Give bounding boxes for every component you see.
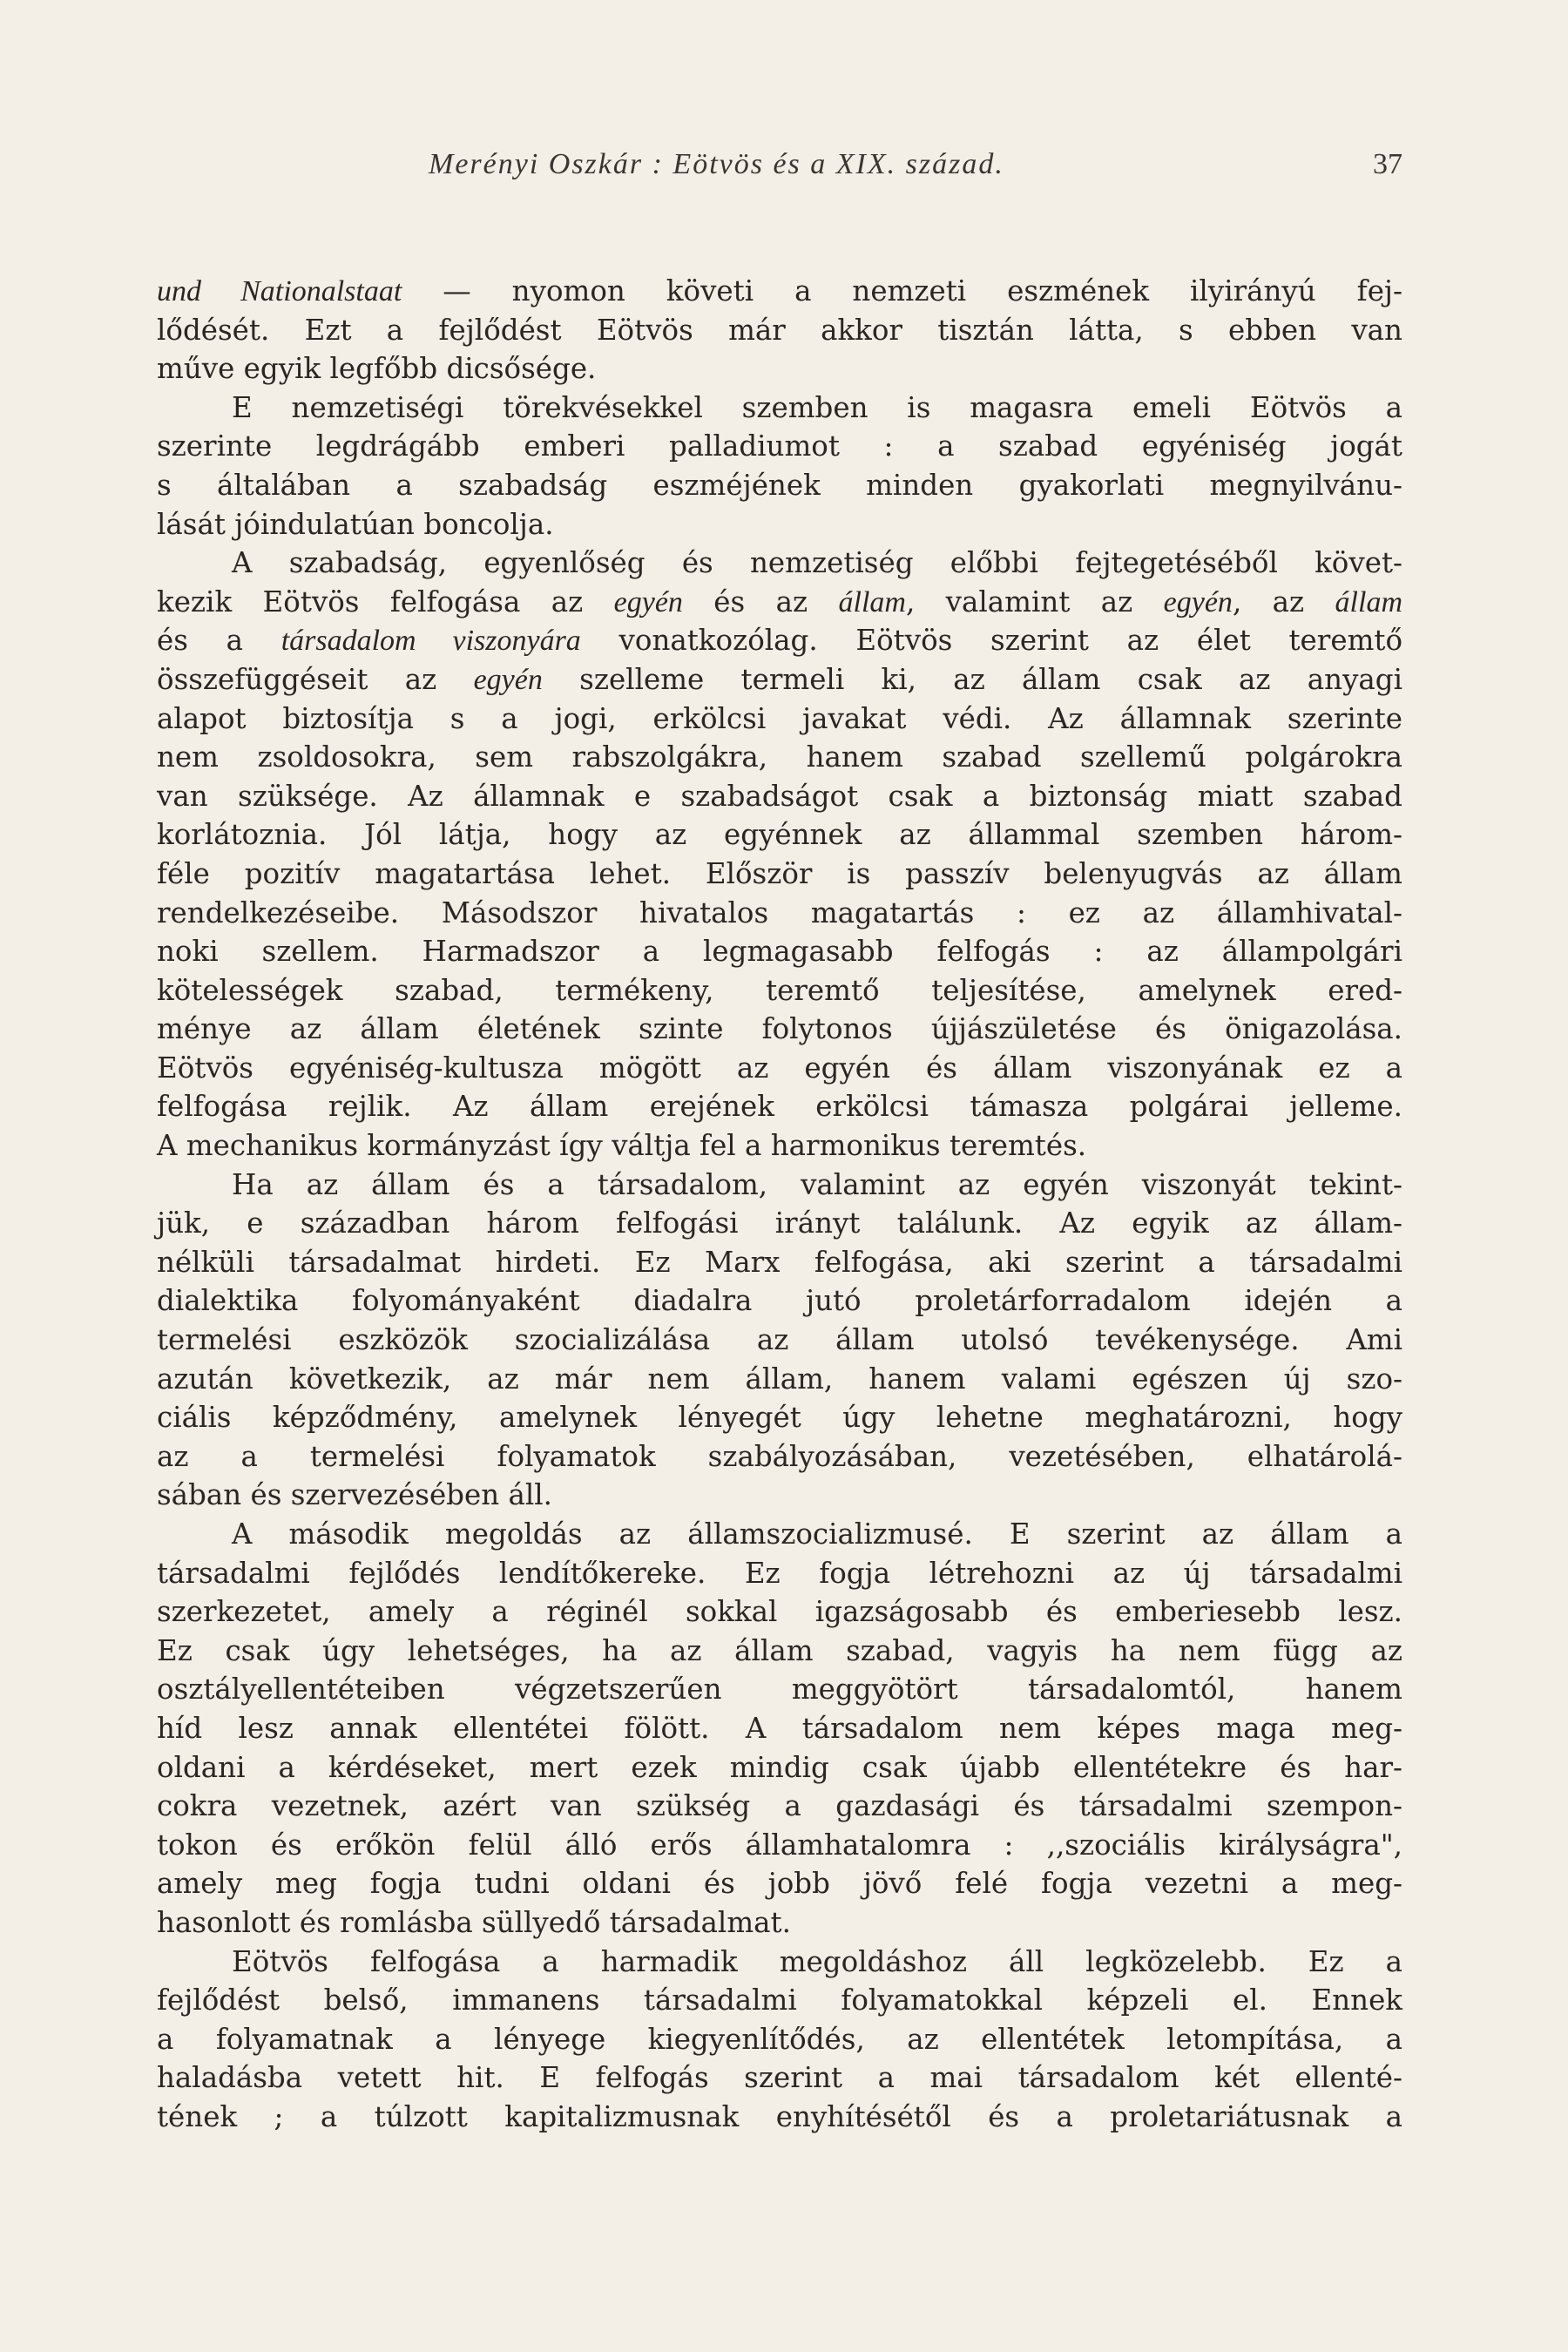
text-run: kezik Eötvös felfogása az bbox=[157, 585, 614, 618]
text-line: jük, e században három felfogási irányt találunk. Az egyik az állam- bbox=[157, 1206, 1402, 1240]
text-run: , az bbox=[1232, 585, 1335, 618]
text-line bbox=[157, 621, 1402, 660]
text-line: társadalmi fejlődés lendítőkereke. Ez fogja létrehozni az új társadalmi bbox=[157, 1556, 1402, 1590]
text-line: szerkezetet, amely a réginél sokkal igazságosabb és emberiesebb lesz. bbox=[157, 1595, 1402, 1629]
text-line: osztályellentéteiben végzetszerűen meggyötört társadalomtól, hanem bbox=[157, 1673, 1402, 1707]
emphasis-text: állam bbox=[1335, 585, 1402, 618]
text-line: E nemzetiségi törekvésekkel szemben is magasra emeli Eötvös a bbox=[232, 390, 1402, 424]
text-line: cokra vezetnek, azért van szükség a gazdasági és társadalmi szempon- bbox=[157, 1789, 1402, 1823]
text-run: szelleme termeli ki, az állam csak az anyagi bbox=[542, 662, 1402, 696]
text-line: noki szellem. Harmadszor a legmagasabb felfogás : az állampolgári bbox=[157, 935, 1402, 969]
text-line bbox=[157, 583, 1402, 622]
text-line: Eötvös felfogása a harmadik megoldáshoz áll legközelebb. Ez a bbox=[232, 1944, 1402, 1978]
text-line: haladásba vetett hit. E felfogás szerint a mai társadalom két ellenté- bbox=[157, 2061, 1402, 2095]
text-line: lődését. Ezt a fejlődést Eötvös már akkor tisztán látta, s ebben van bbox=[157, 313, 1402, 347]
text-line: tének ; a túlzott kapitalizmusnak enyhítésétől és a proletariátusnak a bbox=[157, 2099, 1402, 2133]
text-run: és az bbox=[682, 585, 839, 618]
text-run: és a bbox=[157, 624, 281, 658]
text-line: lását jóindulatúan boncolja. bbox=[157, 507, 554, 541]
emphasis-text: egyén bbox=[473, 663, 543, 696]
text-line: tokon és erőkön felül álló erős államhatalomra : ,,szociális királyságra", bbox=[157, 1828, 1402, 1862]
text-line: A második megoldás az államszocializmusé. E szerint az állam a bbox=[232, 1517, 1402, 1551]
text-run: összefüggéseit az bbox=[157, 662, 474, 696]
emphasis-text: társadalom viszonyára bbox=[280, 625, 581, 658]
text-line: műve egyik legfőbb dicsősége. bbox=[157, 352, 597, 386]
text-line: dialektika folyományaként diadalra jutó proletárforradalom idején a bbox=[157, 1284, 1402, 1318]
text-line: híd lesz annak ellentétei fölött. A társadalom nem képes maga meg- bbox=[157, 1711, 1402, 1745]
running-title: Merényi Oszkár : Eötvös és a XIX. század. bbox=[429, 148, 1004, 180]
text-run: vonatkozólag. Eötvös szerint az élet teremtő bbox=[580, 624, 1403, 658]
emphasis-text: egyén bbox=[613, 585, 683, 618]
text-line: Ez csak úgy lehetséges, ha az állam szabad, vagyis ha nem függ az bbox=[157, 1633, 1402, 1667]
text-line: A mechanikus kormányzást így váltja fel a harmonikus teremtés. bbox=[157, 1129, 1087, 1163]
text-line: korlátoznia. Jól látja, hogy az egyénnek az állammal szemben három- bbox=[157, 818, 1402, 852]
text-line: kötelességek szabad, termékeny, teremtő teljesítése, amelynek ered- bbox=[157, 973, 1402, 1007]
text-line: nem zsoldosokra, sem rabszolgákra, hanem szabad szellemű polgárokra bbox=[157, 740, 1402, 774]
page-number: 37 bbox=[1373, 148, 1402, 180]
text-line: sában és szervezésében áll. bbox=[157, 1478, 552, 1512]
body-text bbox=[157, 272, 1402, 2137]
text-line: van szüksége. Az államnak e szabadságot csak a biztonság miatt szabad bbox=[157, 779, 1402, 813]
text-run: , valamint az bbox=[905, 585, 1164, 618]
text-line: ciális képződmény, amelynek lényegét úgy lehetne meghatározni, hogy bbox=[157, 1401, 1402, 1435]
text-line: A szabadság, egyenlőség és nemzetiség előbbi fejtegetéséből követ- bbox=[232, 546, 1402, 580]
text-line: alapot biztosítja s a jogi, erkölcsi javakat védi. Az államnak szerinte bbox=[157, 701, 1402, 735]
text-line: amely meg fogja tudni oldani és jobb jövő felé fogja vezetni a meg- bbox=[157, 1867, 1402, 1901]
text-line bbox=[157, 272, 1402, 311]
text-line: szerinte legdrágább emberi palladiumot : a szabad egyéniség jogát bbox=[157, 429, 1402, 463]
text-line: azután következik, az már nem állam, hanem valami egészen új szo- bbox=[157, 1362, 1402, 1396]
text-run: — nyomon követi a nemzeti eszmének ilyirányú fej- bbox=[402, 274, 1402, 308]
text-line: felfogása rejlik. Az állam erejének erkölcsi támasza polgárai jelleme. bbox=[157, 1090, 1402, 1124]
text-line: Ha az állam és a társadalom, valamint az egyén viszonyát tekint- bbox=[232, 1167, 1402, 1201]
text-line: hasonlott és romlásba süllyedő társadalmat. bbox=[157, 1905, 791, 1939]
text-line: Eötvös egyéniség-kultusza mögött az egyén és állam viszonyának ez a bbox=[157, 1051, 1402, 1085]
text-line: fejlődést belső, immanens társadalmi folyamatokkal képzeli el. Ennek bbox=[157, 1984, 1402, 2017]
text-line: ménye az állam életének szinte folytonos újjászületése és önigazolása. bbox=[157, 1012, 1402, 1046]
text-line: a folyamatnak a lényege kiegyenlítődés, az ellentétek letompítása, a bbox=[157, 2022, 1402, 2056]
text-line bbox=[157, 660, 1402, 700]
text-line: termelési eszközök szocializálása az állam utolsó tevékenysége. Ami bbox=[157, 1323, 1402, 1357]
text-line: nélküli társadalmat hirdeti. Ez Marx felfogása, aki szerint a társadalmi bbox=[157, 1245, 1402, 1279]
text-line: s általában a szabadság eszméjének minden gyakorlati megnyilvánu- bbox=[157, 468, 1402, 502]
emphasis-text: állam bbox=[838, 585, 906, 618]
text-line: az a termelési folyamatok szabályozásában, vezetésében, elhatárolá- bbox=[157, 1439, 1402, 1473]
text-line: oldani a kérdéseket, mert ezek mindig csak újabb ellentétekre és har- bbox=[157, 1750, 1402, 1784]
emphasis-text: egyén bbox=[1163, 585, 1233, 618]
emphasis-text: und Nationalstaat bbox=[157, 275, 402, 308]
text-line: féle pozitív magatartása lehet. Először is passzív belenyugvás az állam bbox=[157, 856, 1402, 890]
text-line: rendelkezéseibe. Másodszor hivatalos magatartás : ez az államhivatal- bbox=[157, 896, 1402, 929]
running-head bbox=[157, 148, 1402, 192]
